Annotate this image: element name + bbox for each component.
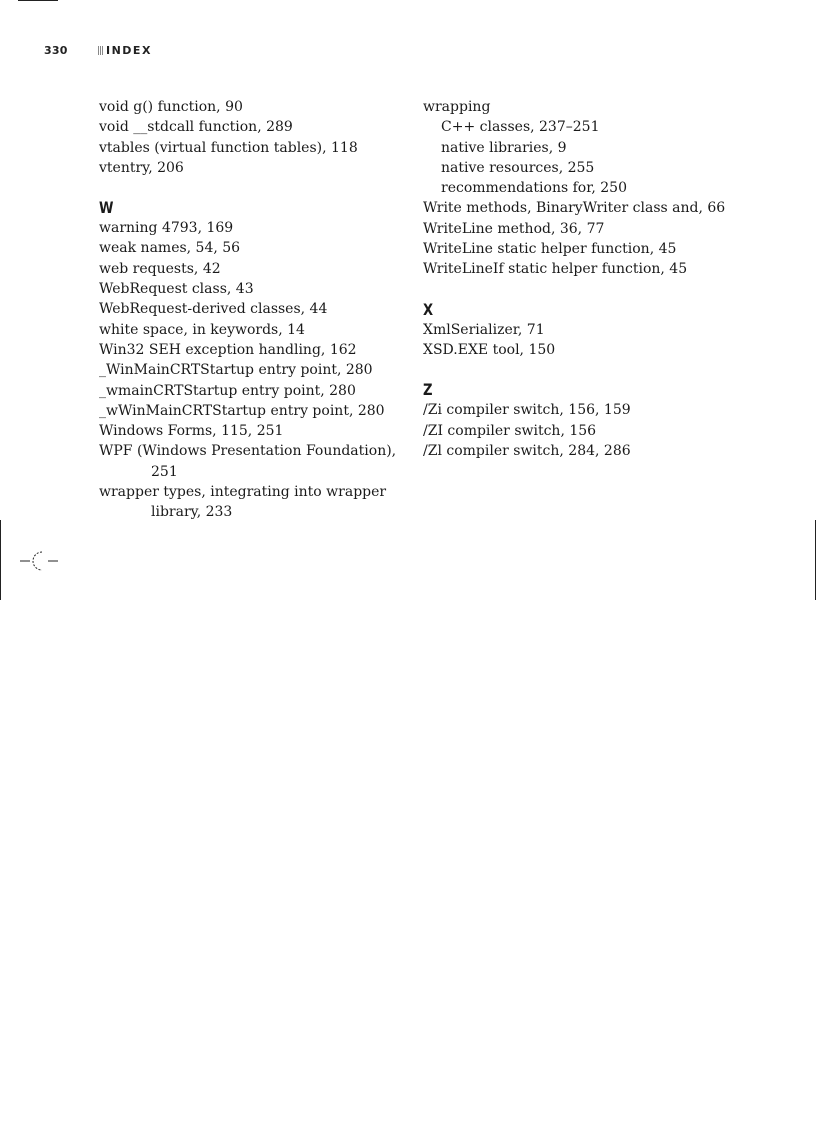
index-entry: weak names, 54, 56 [99, 240, 241, 257]
index-entry: white space, in keywords, 14 [99, 321, 305, 338]
index-entry [99, 482, 399, 523]
index-entry: _WinMainCRTStartup entry point, 280 [99, 362, 373, 379]
index-column-left [99, 97, 399, 523]
index-entry: void __stdcall function, 289 [99, 119, 293, 136]
top-rule [18, 0, 58, 1]
page-number: 330 [44, 44, 68, 57]
letter-heading: Z [423, 380, 433, 400]
index-entry: web requests, 42 [99, 260, 221, 277]
index-subentry: native resources, 255 [441, 159, 595, 176]
running-header [44, 44, 152, 57]
spacer [423, 360, 753, 380]
index-entry: /Zl compiler switch, 284, 286 [423, 442, 631, 459]
letter-heading: X [423, 299, 434, 319]
index-subentry: C++ classes, 237–251 [441, 119, 600, 136]
section-marker-icon [98, 46, 104, 55]
index-entry: WriteLineIf static helper function, 45 [423, 261, 688, 278]
registration-mark-icon [20, 549, 60, 579]
section-title: INDEX [106, 44, 152, 57]
index-entry: warning 4793, 169 [99, 220, 234, 237]
index-subentry: recommendations for, 250 [441, 180, 627, 197]
index-entry: void g() function, 90 [99, 99, 243, 115]
index-entry-continuation: library, 233 [151, 504, 233, 521]
index-entry: wrapping [423, 99, 491, 115]
spacer [99, 178, 399, 198]
index-entry: Windows Forms, 115, 251 [99, 423, 284, 440]
crop-line-left [0, 520, 1, 600]
index-entry [99, 441, 399, 482]
index-entry: vtables (virtual function tables), 118 [99, 139, 358, 156]
index-entry: _wmainCRTStartup entry point, 280 [99, 382, 356, 399]
index-entry: WriteLine method, 36, 77 [423, 220, 605, 237]
index-entry: Win32 SEH exception handling, 162 [99, 341, 357, 358]
index-entry-continuation: 251 [151, 463, 178, 480]
index-entry: WriteLine static helper function, 45 [423, 241, 677, 258]
index-column-right [423, 97, 753, 461]
spacer [423, 280, 753, 300]
index-entry: WebRequest class, 43 [99, 281, 254, 298]
index-entry: /Zi compiler switch, 156, 159 [423, 402, 631, 419]
index-entry: XmlSerializer, 71 [423, 321, 545, 338]
index-subentry: native libraries, 9 [441, 139, 567, 156]
index-entry: /ZI compiler switch, 156 [423, 422, 597, 439]
index-entry: Write methods, BinaryWriter class and, 66 [423, 200, 726, 217]
index-entry: vtentry, 206 [99, 159, 184, 176]
index-entry: XSD.EXE tool, 150 [423, 341, 556, 358]
index-entry-text: WPF (Windows Presentation Foundation), [99, 443, 397, 460]
index-entry-text: wrapper types, integrating into wrapper [99, 484, 387, 501]
index-entry: WebRequest-derived classes, 44 [99, 301, 328, 318]
index-entry: _wWinMainCRTStartup entry point, 280 [99, 402, 385, 419]
letter-heading: W [99, 198, 114, 218]
